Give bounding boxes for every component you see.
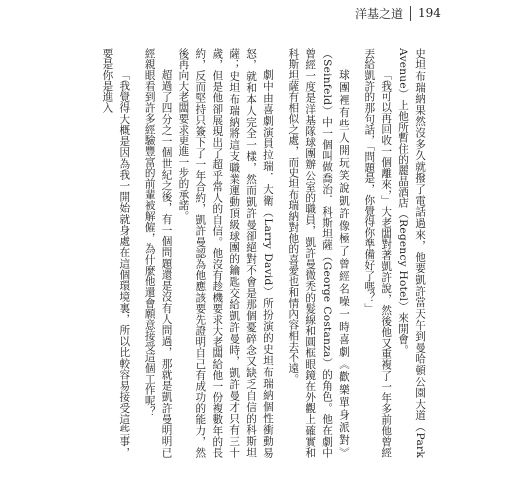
running-header (355, 4, 441, 22)
paragraph: 「我覺得大概是因為我一開始就身處在這個環境裏，所以比較容易接受這些事，要是你是進入 (101, 48, 131, 458)
header-divider (410, 6, 411, 21)
paragraph: 球團裡有些人開玩笑說凱許像極了曾經名噪一時喜劇《歡樂單身派對》（Seinfeld）中一個叫做喬治．科斯坦薩（George Costanza）的角色。他在劇中曾經一度是洋基隊球團辦公室的職員，凱許曼微禿的髮線和圓框眼鏡在外觀上確實和科斯坦薩有相似之處，而史坦布瑞納對他的喜愛也和情內容相去不遠。 (287, 48, 350, 458)
paragraph: 劇中由喜劇演員拉瑞．大衛（Larry David）所扮演的史坦布瑞納個性衝動易怒，就和本人完全一樣，然而凱許曼卻絕對不會是那個憂碎念又缺乏自信的科斯坦薩；史坦布瑞納將這支職業運動頂級球團的鑰匙交給凱許曼時，凱許曼才只有三十歲，但是他卻展現出了超乎常人的自信。他沒有趁機要求大老闆給他一份複數年的長約，反而堅持只簽下了一年合約，凱許曼認為他應該要先證明自己有成功的能力，然後再向大老闆要求更進一步的承諾。 (177, 48, 274, 458)
body-text (96, 48, 428, 458)
paragraph: 超過了四分之一個世紀之後，有一個問題還是沒有人問過，那就是凱許曼明明已經親眼看到許多經驗豐富的前輩被解僱，為什麼他還會願意接受這個工作呢？ (143, 48, 173, 458)
book-title: 洋基之道 (355, 6, 404, 21)
paragraph: 「我可以再回收一個離來，」大老闆對著凱許說，然後他又重複了一年多前他曾經丟給凱許的那句話，「問題是，你覺得你準備好了嗎？」 (363, 48, 393, 458)
page-number: 194 (418, 6, 441, 20)
paragraph: 史坦布瑞納果然沒多久就撥了電話過來，他要凱許當天午到曼哈頓公園大道（Park Avenue）上他所暫住的麗晶酒店（Regency Hotel）來開會。 (397, 48, 426, 458)
